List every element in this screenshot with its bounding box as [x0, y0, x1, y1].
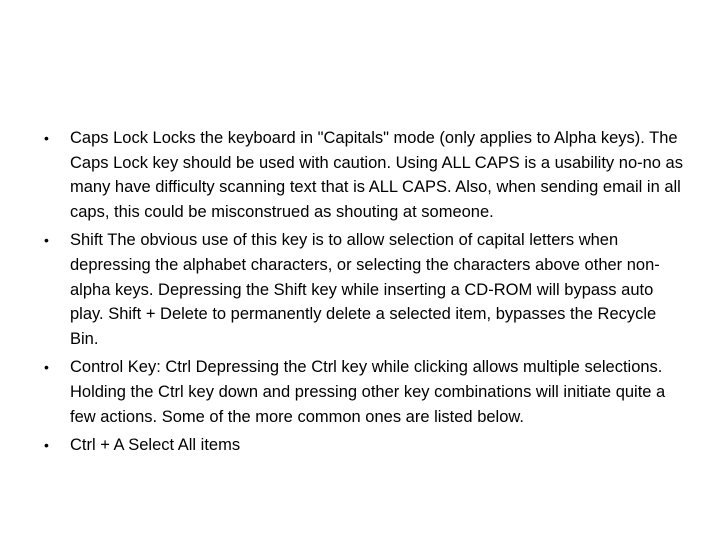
bullet-item-control-key — [0, 355, 720, 429]
bullet-dot: • — [44, 130, 49, 146]
bullet-item-ctrl-a — [0, 433, 720, 458]
bullet-text: Ctrl + A Select All items — [70, 436, 241, 455]
bullet-text: Shift The obvious use of this key is to allow selection of capital letters when depressing the alphabet characters, or selecting the characters above other non-alpha keys. Depressing the Shift key while inserting a CD-ROM will bypass auto play. Shift + Delete to permanently delete a selected item, bypasses the Recycle Bin. — [70, 231, 660, 348]
bullet-text: Ctrl Depressing the Ctrl key while clicking allows multiple selections. Holding the Ctrl key down and pressing other key combinations will initiate quite a few actions. Some of the more common ones are listed below. — [70, 358, 666, 426]
bullet-dot: • — [44, 232, 49, 249]
bullet-dot: • — [44, 437, 49, 454]
bullet-dot: • — [44, 359, 49, 376]
bullet-text: Caps Lock Locks the keyboard in "Capitals" mode (only applies to Alpha keys). The Caps Lock key should be used with caution. Using ALL CAPS is a usability no-no as many have difficulty scanning text that is ALL CAPS. Also, when sending email in all caps, this could be misconstrued as shouting at someone. — [70, 129, 683, 221]
bullet-list — [0, 126, 720, 462]
bullet-item-shift — [0, 228, 720, 351]
bullet-lead-label: Control Key: — [70, 358, 161, 377]
bullet-item-caps-lock — [0, 126, 720, 224]
